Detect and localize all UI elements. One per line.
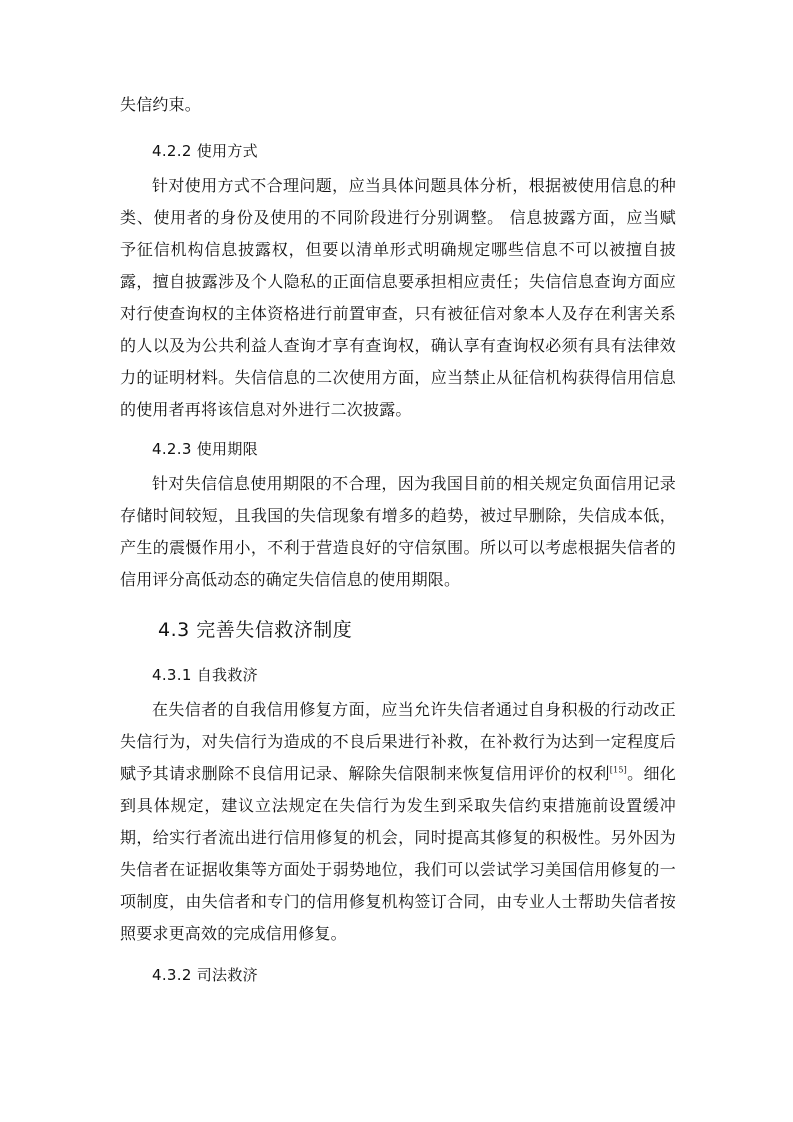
heading-4-2-3: 4.2.3 使用期限 bbox=[152, 440, 258, 458]
paragraph-usage-method: 针对使用方式不合理问题，应当具体问题具体分析，根据被使用信息的种类、使用者的身份及使用的不同阶段进行分别调整。 信息披露方面，应当赋予征信机构信息披露权，但要以清单形式明确规定哪些信息不可以被擅自披露，擅自披露涉及个人隐私的正面信息要承担相应责任；失信信息查询方面应对行使查询权的主体资格进行前置审查，只有被征信对象本人及存在利害关系的人以及为公共利益人查询才享有查询权，确认享有查询权必须有具有法律效力的证明材料。失信信息的二次使用方面，应当禁止从征信机构获得信用信息的使用者再将该信息对外进行二次披露。 bbox=[120, 176, 676, 419]
heading-4-2-2: 4.2.2 使用方式 bbox=[152, 142, 258, 160]
continuation-text: 失信约束。 bbox=[120, 95, 202, 114]
paragraph-usage-period: 针对失信信息使用期限的不合理，因为我国目前的相关规定负面信用记录存储时间较短，且我国的失信现象有增多的趋势，被过早删除，失信成本低，产生的震慑作用小，不利于营造良好的守信氛围。所以可以考虑根据失信者的信用评分高低动态的确定失信信息的使用期限。 bbox=[120, 474, 676, 589]
heading-4-3: 4.3 完善失信救济制度 bbox=[158, 619, 353, 641]
paragraph-self-relief bbox=[120, 694, 676, 950]
paragraph-self-relief-part1: 在失信者的自我信用修复方面，应当允许失信者通过自身积极的行动改正失信行为，对失信行为造成的不良后果进行补救，在补救行为达到一定程度后赋予其请求删除不良信用记录、解除失信限制来恢复信用评价的权利 bbox=[120, 700, 676, 783]
heading-4-3-2: 4.3.2 司法救济 bbox=[152, 966, 258, 984]
citation-marker: [15] bbox=[609, 765, 627, 775]
heading-4-3-1: 4.3.1 自我救济 bbox=[152, 666, 258, 684]
paragraph-self-relief-part2: 。细化到具体规定，建议立法规定在失信行为发生到采取失信约束措施前设置缓冲期，给实行者流出进行信用修复的机会，同时提高其修复的积极性。另外因为失信者在证据收集等方面处于弱势地位，我们可以尝试学习美国信用修复的一项制度，由失信者和专门的信用修复机构签订合同，由专业人士帮助失信者按照要求更高效的完成信用修复。 bbox=[120, 764, 676, 943]
